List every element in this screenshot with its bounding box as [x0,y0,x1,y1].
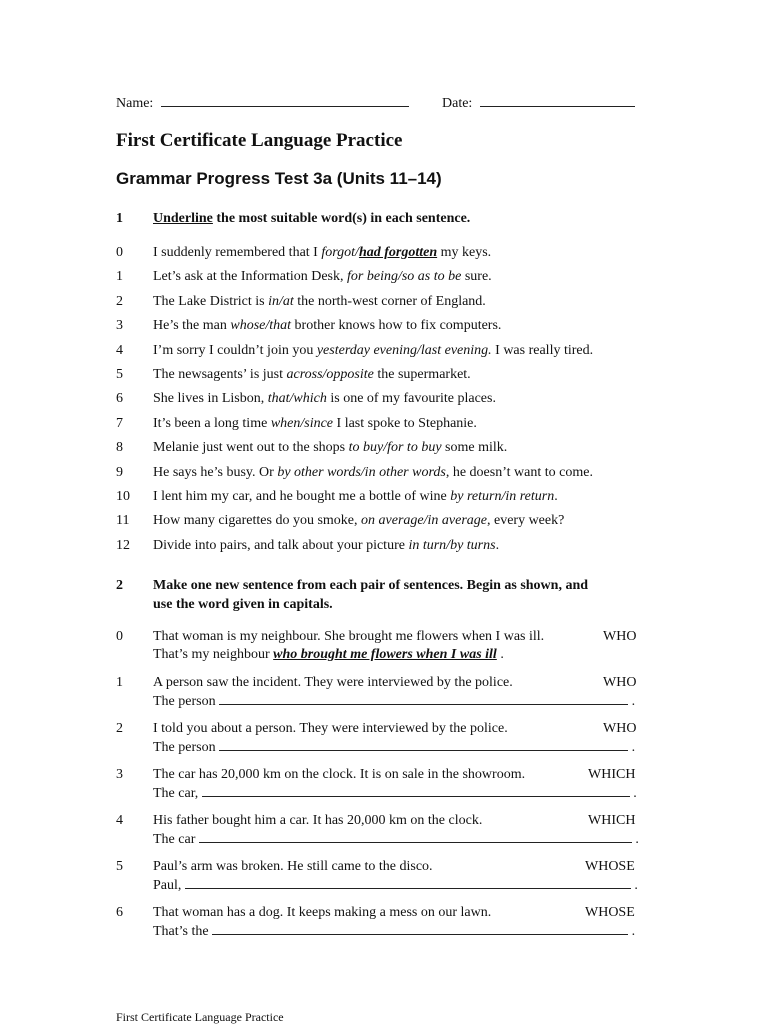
keyword-capitals: WHICH [588,767,636,782]
keyword-capitals: WHO [603,629,637,644]
date-label: Date: [442,96,473,111]
sentence-start: Divide into pairs, and talk about your picture [153,537,409,553]
question-row [0,293,768,311]
source-sentences: The car has 20,000 km on the clock. It is on sale in the showroom. [153,767,526,782]
question-row [0,464,768,482]
transform-sentence-row [0,858,768,876]
sentence-end: I was really tired. [491,342,594,358]
question-text [153,342,593,360]
question-row [0,268,768,286]
option-choices[interactable]: on average/in average [361,513,487,529]
answer-end: . [629,786,637,801]
name-blank[interactable] [161,93,409,107]
sentence-end: , he doesn’t want to come. [445,464,593,480]
question-text [153,268,492,286]
answer-end: . [496,647,504,662]
question-row [0,512,768,530]
section2-instruction-line2: use the word given in capitals. [153,597,333,612]
question-text [153,512,564,530]
option-choices[interactable]: forgot/ [321,245,359,260]
answer-line-row [153,876,638,894]
answer-line-row [153,830,639,848]
question-number: 11 [116,513,130,529]
question-number: 2 [116,721,123,736]
date-field-row [442,93,635,112]
answer-start: The person [153,694,220,709]
source-sentences: His father bought him a car. It has 20,000 km on the clock. [153,813,483,828]
instruction-rest: the most suitable word(s) in each sentence. [212,211,471,226]
name-field-row [116,93,409,112]
question-number: 5 [116,367,123,382]
name-label: Name: [116,96,154,111]
sentence-end: the north-west corner of England. [293,293,486,309]
sentence-end: the supermarket. [373,367,471,382]
transform-sentence-row [0,904,768,922]
question-number: 3 [116,767,123,782]
source-sentences: A person saw the incident. They were interviewed by the police. [153,675,513,690]
question-text [153,415,477,433]
option-choices[interactable]: in turn/by turns [408,537,496,553]
answer-blank[interactable] [219,738,628,751]
answer-start: The car, [153,786,202,801]
sentence-end: is one of my favourite places. [326,391,496,407]
source-sentences: That woman has a dog. It keeps making a mess on our lawn. [153,905,492,920]
question-number: 4 [116,342,123,358]
question-number: 2 [116,293,123,309]
sentence-end: my keys. [437,245,492,260]
question-number: 12 [116,537,130,553]
keyword-capitals: WHICH [588,813,636,828]
source-sentences: I told you about a person. They were interviewed by the police. [153,721,508,736]
question-number: 7 [116,415,123,431]
question-number: 6 [116,905,123,920]
sentence-start: The newsagents’ is just [153,367,287,382]
sentence-start: I lent him my car, and he bought me a bottle of wine [153,489,451,504]
sentence-start: I suddenly remembered that I [153,245,322,260]
transform-sentence-row [0,812,768,830]
section2-number: 2 [116,578,123,593]
sentence-start: He says he’s busy. Or [153,464,278,480]
option-choices[interactable]: for being/so as to be [347,269,462,285]
sentence-end: . [554,489,558,504]
option-choices[interactable]: by other words/in other words [277,464,446,480]
option-choices[interactable]: yesterday evening/last evening. [316,342,492,358]
transform-sentence-row [0,674,768,692]
question-text [153,317,501,335]
page-title: First Certificate Language Practice [116,130,403,151]
keyword-capitals: WHO [603,675,637,690]
sentence-start: She lives in Lisbon, [153,391,268,407]
answer-start: That’s the [153,924,213,939]
answer-blank[interactable] [185,876,631,889]
question-number: 0 [116,629,123,644]
question-row [0,342,768,360]
transform-sentence-row [0,720,768,738]
page-subtitle: Grammar Progress Test 3a (Units 11–14) [116,169,442,188]
answer-end: . [628,694,636,709]
sentence-start: Let’s ask at the Information Desk, [153,269,348,285]
answer-end: . [628,740,636,755]
question-row [0,366,768,384]
answer-line-row [153,784,637,802]
question-text [153,488,558,506]
question-row [0,244,768,262]
keyword-capitals: WHO [603,721,637,736]
answer-blank[interactable] [219,692,628,705]
question-row [0,390,768,408]
question-number: 0 [116,245,123,260]
keyword-capitals: WHOSE [585,905,635,920]
option-choices[interactable]: that/which [267,391,327,407]
sentence-start: The Lake District is [153,293,269,309]
source-sentences: That woman is my neighbour. She brought me flowers when I was ill. [153,629,545,644]
answer-line-row [153,738,635,756]
option-choices[interactable]: when/since [270,415,334,431]
keyword-capitals: WHOSE [585,859,635,874]
question-text [153,439,507,457]
option-choices[interactable]: by return/in return [450,489,555,504]
question-row [0,317,768,335]
option-choices[interactable]: whose/that [230,318,292,334]
source-sentences: Paul’s arm was broken. He still came to the disco. [153,859,433,874]
question-row [0,488,768,506]
sentence-end: , every week? [486,513,565,529]
question-text [153,464,593,482]
option-choices[interactable]: to buy/for to buy [348,440,442,456]
question-number: 1 [116,675,123,690]
sentence-end: I last spoke to Stephanie. [333,415,477,431]
answer-start: Paul, [153,878,185,893]
question-text [153,390,496,408]
question-text [153,366,471,384]
question-number: 6 [116,391,123,407]
page-footer: First Certificate Language Practice [116,1010,284,1024]
sentence-start: It’s been a long time [153,415,271,431]
answer-end: . [631,832,639,847]
sentence-end: . [495,537,500,553]
option-choices[interactable]: across/opposite [286,367,374,382]
question-number: 4 [116,813,123,828]
answer-line-row [153,692,635,710]
sentence-start: He’s the man [153,318,231,334]
answer-start: That’s my neighbour [153,647,274,662]
answer-blank[interactable] [212,922,628,935]
answer-blank[interactable] [202,784,630,797]
answer-end: . [628,924,636,939]
sentence-start: Melanie just went out to the shops [153,440,349,456]
answer-blank[interactable] [199,830,632,843]
date-blank[interactable] [480,93,635,107]
answer-line-row [153,922,635,940]
question-text [153,244,491,262]
section2-instruction-line1: Make one new sentence from each pair of sentences. Begin as shown, and [153,578,589,593]
question-row [0,439,768,457]
section1-instruction [153,211,470,227]
question-number: 10 [116,489,130,504]
answer-start: The car [153,832,199,847]
question-row [0,415,768,433]
sentence-end: some milk. [441,440,508,456]
section1-number: 1 [116,211,123,226]
question-number: 3 [116,318,123,334]
example-answer: who brought me flowers when I was ill [273,647,497,662]
question-number: 8 [116,440,123,456]
sentence-end: brother knows how to fix computers. [291,318,502,334]
sentence-end: sure. [461,269,492,285]
question-text [153,537,499,555]
example-answer: had forgotten [358,245,438,260]
transform-sentence-row [0,628,768,646]
sentence-start: I’m sorry I couldn’t join you [153,342,317,358]
answer-start: The person [153,740,220,755]
question-number: 1 [116,269,123,285]
question-text [153,293,486,311]
question-number: 9 [116,464,123,480]
instruction-underline-word: Underline [153,211,213,226]
answer-line-row [153,646,504,664]
transform-sentence-row [0,766,768,784]
question-number: 5 [116,859,123,874]
option-choices[interactable]: in/at [268,293,294,309]
answer-end: . [630,878,638,893]
question-row [0,537,768,555]
sentence-start: How many cigarettes do you smoke, [153,513,362,529]
